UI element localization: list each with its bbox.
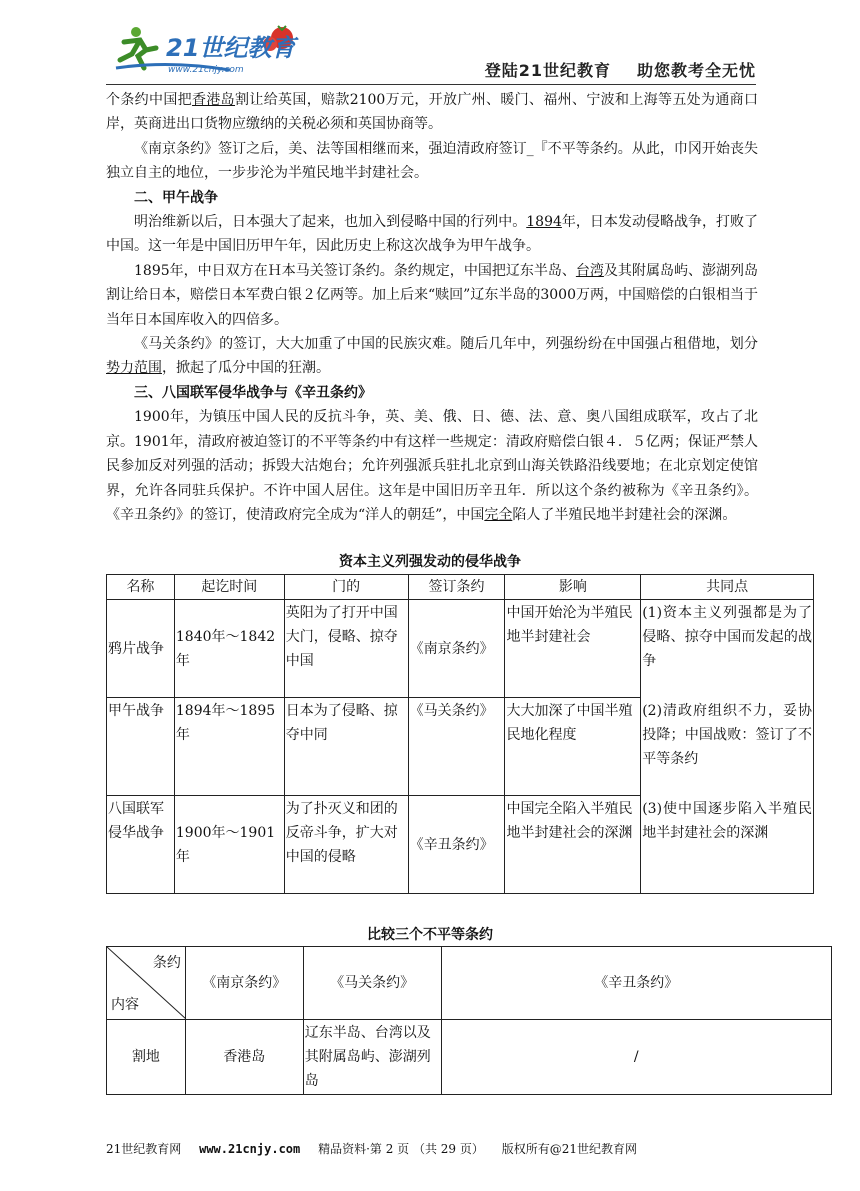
page-footer	[106, 1140, 756, 1157]
war-treaty: 《辛丑条约》	[408, 796, 505, 894]
row-label: 割地	[107, 1020, 186, 1095]
underlined-term: 香港岛	[192, 92, 236, 108]
column-header: 《南京条约》	[185, 947, 303, 1020]
underlined-term: 台湾	[575, 262, 604, 279]
column-header: 《辛丑条约》	[441, 947, 831, 1020]
table-header-row	[107, 947, 832, 1020]
table-row	[107, 1020, 832, 1095]
paragraph-1: 个条约中国把香港岛割让给英国，赔款2100万元，开放广州、暖门、福州、宁波和上海等五处为通商口岸，英商进出口货物应缴纳的关税必须和英国协商等。	[106, 92, 759, 133]
header-slogan	[485, 58, 756, 81]
war-time: 1900年～1901年	[174, 796, 284, 894]
underlined-term: 完全	[484, 506, 513, 523]
war-impact: 中国完全陷入半殖民地半封建社会的深渊	[505, 796, 641, 894]
war-treaty: 《南京条约》	[408, 600, 505, 698]
wars-table-title: 资本主义列强发动的侵华战争	[339, 554, 521, 570]
war-impact: 中国开始沦为半殖民地半封建社会	[505, 600, 641, 698]
footer-page-info: 精品资料·第 2 页 （共 29 页）	[318, 1142, 484, 1156]
war-purpose: 为了扑灭义和团的反帝斗争，扩大对中国的侵略	[284, 796, 408, 894]
paragraph-5: 《马关条约》的签订，大大加重了中国的民族灾难。随后几年中，列强纷纷在中国强占租借地，划分势力范围，掀起了瓜分中国的狂潮。	[106, 336, 758, 377]
nanjing-cell: 香港岛	[185, 1020, 303, 1095]
war-name: 八国联军侵华战争	[107, 796, 175, 894]
corner-header	[107, 947, 186, 1020]
table-header-row	[107, 575, 814, 600]
war-time: 1840年～1842年	[174, 600, 284, 698]
maguan-cell: 辽东半岛、台湾以及其附属岛屿、澎湖列岛	[303, 1020, 441, 1095]
war-treaty: 《马关条约》	[408, 698, 505, 796]
common-point-1: (1)资本主义列强都是为了侵略、掠夺中国而发起的战争	[642, 605, 812, 669]
logo-url: www.21cnjy.com	[168, 65, 244, 75]
column-header: 签订条约	[408, 575, 505, 600]
wars-table	[106, 574, 814, 894]
corner-label-content: 内容	[111, 997, 139, 1013]
header-divider	[106, 84, 756, 85]
logo-text: 21世纪教育	[166, 34, 296, 62]
treaty-table-title: 比较三个不平等条约	[367, 927, 493, 943]
common-point-3: (3)使中国逐步陷入半殖民地半封建社会的深渊	[642, 801, 812, 841]
column-header: 名称	[107, 575, 175, 600]
paragraph-2: 《南京条约》签订之后，美、法等国相继而来，强迫清政府签订_『不平等条约。从此，巾冈开始丧失独立自主的地位，一步步沦为半殖民地半封建社会。	[106, 140, 758, 182]
common-point-2: (2)清政府组织不力，妥协投降；中国战败：签订了不平等条约	[642, 703, 812, 767]
column-header: 影响	[505, 575, 641, 600]
war-purpose: 日本为了侵略、掠夺中同	[284, 698, 408, 796]
paragraph-4: 1895年，中日双方在Ｈ本马关签订条约。条约规定，中国把辽东半岛、台湾及其附属岛屿、澎湖列岛割让给日本，赔偿日本军费白银２亿两等。加上后来“赎回”辽东半岛的3000万两，中国赔偿的白银相当于当年日本国库收入的四倍多。	[106, 262, 759, 328]
column-header: 共同点	[641, 575, 814, 600]
war-time: 1894年～1895年	[174, 698, 284, 796]
table-row	[107, 600, 814, 698]
paragraph-6: 1900年，为镇压中国人民的反抗斗争，英、美、俄、日、德、法、意、奥八国组成联军，攻占了北京。1901年，清政府被迫签订的不平等条约中有这样一些规定：清政府赔偿白银４．５亿两；保证严禁人民参加反对列强的活动；拆毁大沽炮台；允许列强派兵驻扎北京到山海关铁路沿线要地；在北京划定使馆界，允许各同驻兵保护。不许中国人居住。这年是中国旧历辛丑年．所以这个条约被称为《辛丑条约》。《辛丑条约》的签订，使清政府完全成为“洋人的朝廷”，中国完全陷人了半殖民地半封建社会的深渊。	[106, 409, 758, 523]
xinchou-cell: /	[441, 1020, 831, 1095]
column-header: 门的	[284, 575, 408, 600]
column-header: 起讫时间	[174, 575, 284, 600]
underlined-term: 势力范围	[106, 360, 162, 377]
slogan-left: 登陆21世纪教育	[484, 61, 611, 80]
slogan-right: 助您教考全无忧	[636, 61, 756, 80]
underlined-term: 1894	[526, 214, 562, 231]
corner-label-treaty: 条约	[152, 955, 181, 971]
footer-site-link[interactable]: www.21cnjy.com	[199, 1142, 301, 1156]
article-body	[106, 88, 758, 527]
war-name: 甲午战争	[107, 698, 175, 796]
war-name: 鸦片战争	[107, 600, 175, 698]
treaty-table	[106, 946, 832, 1095]
section-heading-2: 二、甲午战争	[134, 189, 218, 206]
paragraph-3: 明治维新以后，日本强大了起来，也加入到侵略中国的行列中。1894年，日本发动侵略战争，打败了中国。这一年是中国旧历甲午年，因此历史上称这次战争为甲午战争。	[106, 214, 759, 255]
column-header: 《马关条约》	[303, 947, 441, 1020]
site-logo[interactable]	[110, 20, 300, 80]
section-heading-3: 三、八国联军侵华战争与《辛丑条约》	[134, 384, 372, 401]
footer-copyright: 版权所有@21世纪教育网	[501, 1142, 637, 1156]
war-impact: 大大加深了中国半殖民地化程度	[505, 698, 641, 796]
logo-graphic	[110, 20, 300, 80]
common-points	[641, 600, 814, 894]
page-header	[106, 18, 756, 84]
war-purpose: 英阳为了打开中国大门，侵略、掠夺中国	[284, 600, 408, 698]
footer-org: 21世纪教育网	[106, 1142, 182, 1156]
